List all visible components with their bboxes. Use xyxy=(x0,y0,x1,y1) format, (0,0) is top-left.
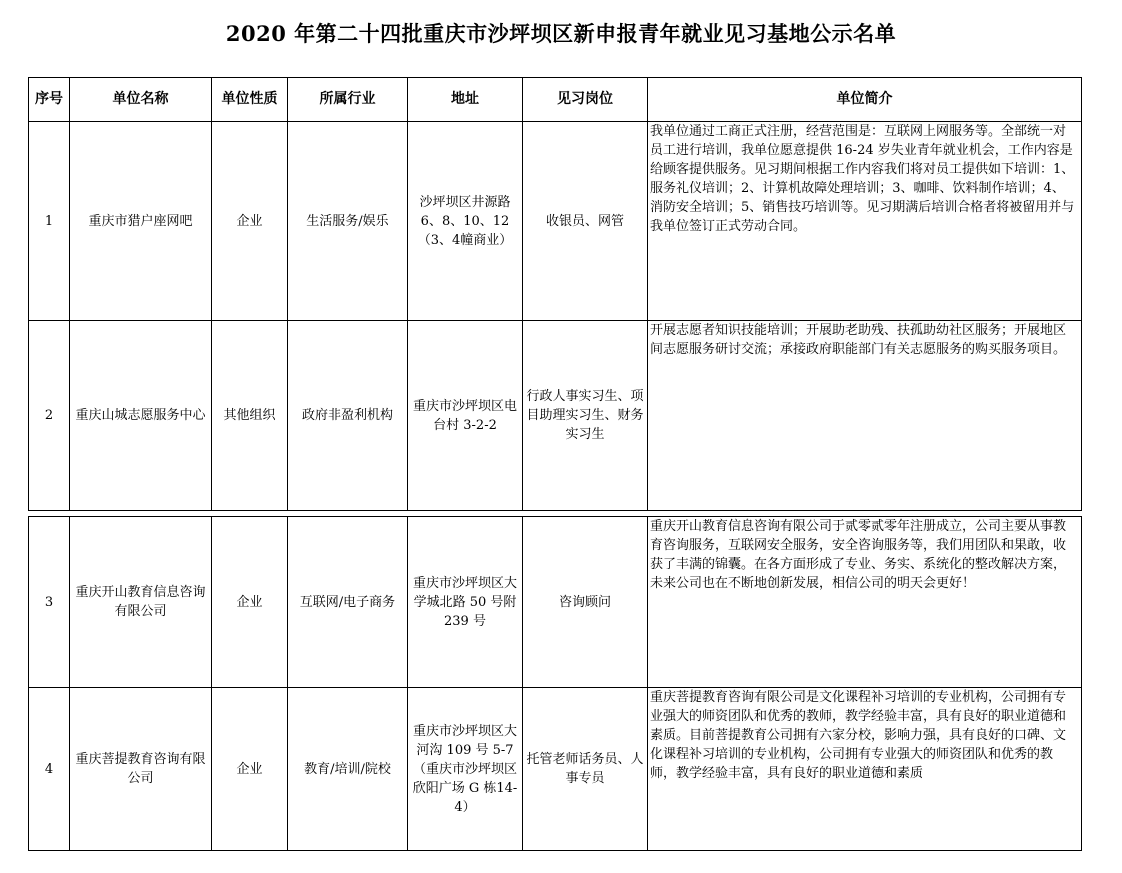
cell-seq: 3 xyxy=(29,517,70,688)
table-row xyxy=(29,688,1082,851)
cell-intro: 开展志愿者知识技能培训；开展助老助残、扶孤助幼社区服务；开展地区间志愿服务研讨交流；承接政府职能部门有关志愿服务的购买服务项目。 xyxy=(648,321,1082,511)
cell-nature: 企业 xyxy=(212,122,288,321)
cell-nature: 企业 xyxy=(212,688,288,851)
base-list-table-part-1 xyxy=(28,77,1082,511)
cell-industry: 生活服务/娱乐 xyxy=(288,122,408,321)
cell-intro: 重庆开山教育信息咨询有限公司于贰零贰零年注册成立，公司主要从事教育咨询服务，互联网安全服务，安全咨询服务等，我们用团队和果敢，收获了丰满的锦囊。在各方面形成了专业、务实、系统化的整改解决方案，未来公司也在不断地创新发展，相信公司的明天会更好！ xyxy=(648,517,1082,688)
cell-name: 重庆开山教育信息咨询有限公司 xyxy=(70,517,212,688)
cell-industry: 互联网/电子商务 xyxy=(288,517,408,688)
header-intro: 单位简介 xyxy=(648,78,1082,122)
cell-intro: 重庆菩提教育咨询有限公司是文化课程补习培训的专业机构，公司拥有专业强大的师资团队和优秀的教师，教学经验丰富，具有良好的职业道德和素质。目前菩提教育公司拥有六家分校，影响力强，具有良好的口碑、文化课程补习培训的专业机构，公司拥有专业强大的师资团队和优秀的教师，教学经验丰富，具有良好的职业道德和素质 xyxy=(648,688,1082,851)
cell-industry: 教育/培训/院校 xyxy=(288,688,408,851)
table-row xyxy=(29,122,1082,321)
cell-industry: 政府非盈利机构 xyxy=(288,321,408,511)
table-row xyxy=(29,517,1082,688)
cell-seq: 2 xyxy=(29,321,70,511)
cell-posts: 行政人事实习生、项目助理实习生、财务实习生 xyxy=(523,321,648,511)
cell-nature: 其他组织 xyxy=(212,321,288,511)
cell-nature: 企业 xyxy=(212,517,288,688)
cell-posts: 咨询顾问 xyxy=(523,517,648,688)
header-posts: 见习岗位 xyxy=(523,78,648,122)
cell-name: 重庆市猎户座网吧 xyxy=(70,122,212,321)
cell-posts: 托管老师话务员、人事专员 xyxy=(523,688,648,851)
cell-address: 重庆市沙坪坝区大河沟 109 号 5-7（重庆市沙坪坝区欣阳广场 G 栋14-4） xyxy=(408,688,523,851)
cell-name: 重庆山城志愿服务中心 xyxy=(70,321,212,511)
cell-intro: 我单位通过工商正式注册，经营范围是：互联网上网服务等。全部统一对员工进行培训，我单位愿意提供 16-24 岁失业青年就业机会，工作内容是给顾客提供服务。见习期间根据工作内容我们将对员工提供如下培训：1、服务礼仪培训；2、计算机故障处理培训；3、咖啡、饮料制作培训；4、消防安全培训；5、销售技巧培训等。见习期满后培训合格者将被留用并与我单位签订正式劳动合同。 xyxy=(648,122,1082,321)
header-seq: 序号 xyxy=(29,78,70,122)
cell-seq: 1 xyxy=(29,122,70,321)
cell-posts: 收银员、网管 xyxy=(523,122,648,321)
document-title: 2020 年第二十四批重庆市沙坪坝区新申报青年就业见习基地公示名单 xyxy=(225,21,897,46)
header-industry: 所属行业 xyxy=(288,78,408,122)
header-nature: 单位性质 xyxy=(212,78,288,122)
cell-seq: 4 xyxy=(29,688,70,851)
base-list-table-part-2 xyxy=(28,516,1082,851)
cell-address: 沙坪坝区井源路6、8、10、12（3、4幢商业） xyxy=(408,122,523,321)
header-address: 地址 xyxy=(408,78,523,122)
header-name: 单位名称 xyxy=(70,78,212,122)
cell-address: 重庆市沙坪坝区电台村 3-2-2 xyxy=(408,321,523,511)
cell-name: 重庆菩提教育咨询有限公司 xyxy=(70,688,212,851)
table-row xyxy=(29,321,1082,511)
table-header-row xyxy=(29,78,1082,122)
cell-address: 重庆市沙坪坝区大学城北路 50 号附 239 号 xyxy=(408,517,523,688)
